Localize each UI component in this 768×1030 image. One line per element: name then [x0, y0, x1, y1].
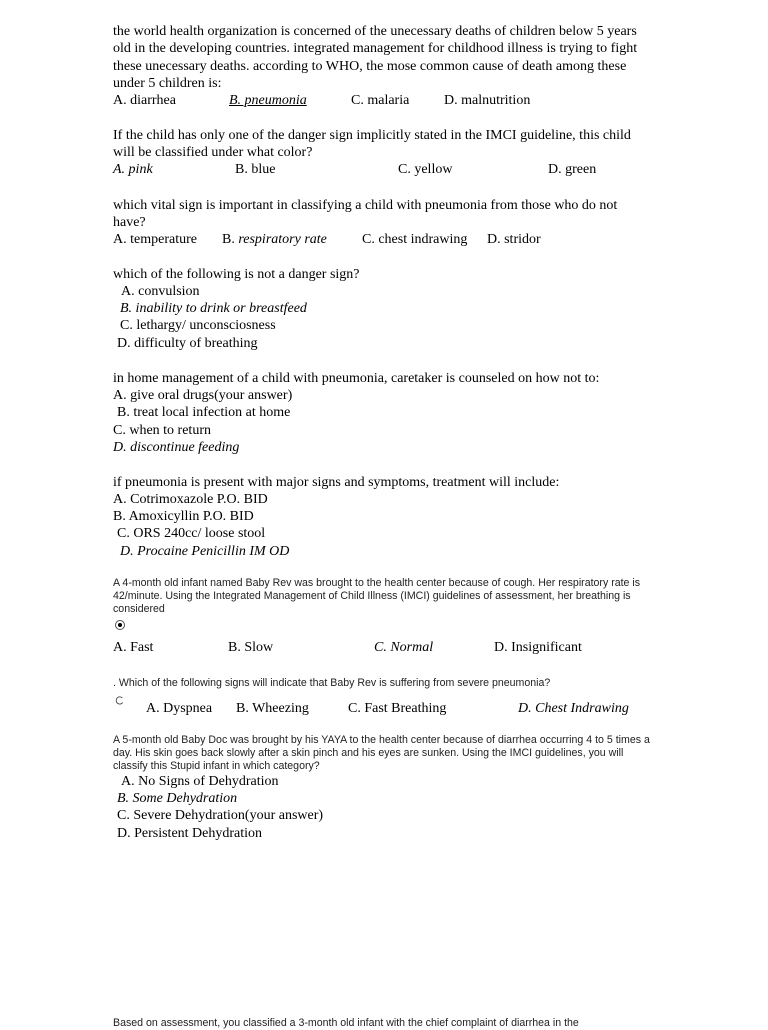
radio-dot-icon — [118, 623, 122, 627]
question-3-stem: which vital sign is important in classifying a child with pneumonia from those who do not have? — [113, 198, 618, 231]
q6-option-a: A. Cotrimoxazole P.O. BID — [113, 492, 268, 507]
question-7-stem: A 4-month old infant named Baby Rev was brought to the health center because of cough. Her respiratory rate is 42/minute. Using the Integrated Management of Child Illness (IMCI) guidelines of assessment, her breathing is considered — [113, 577, 641, 615]
question-8-stem: . Which of the following signs will indicate that Baby Rev is suffering from severe pneumonia? — [113, 677, 551, 689]
q7-option-b: B. Slow — [228, 640, 274, 655]
q3-option-c: C. chest indrawing — [362, 232, 468, 247]
question-2-stem: If the child has only one of the danger sign implicitly stated in the IMCI guideline, this child will be classified under what color? — [113, 128, 631, 161]
q2-option-c: C. yellow — [398, 162, 453, 177]
q7-radio-selected[interactable] — [115, 620, 125, 630]
q3-option-d: D. stridor — [487, 232, 541, 247]
question-1-stem: the world health organization is concerned of the unecessary deaths of children below 5 years old in the developing countries. integrated management for childhood illness is trying to fight these unecessary deaths. according to WHO, the mose common cause of death among these under 5 children is: — [113, 24, 638, 91]
q3-option-b-text: respiratory rate — [238, 232, 327, 247]
q1-option-b: B. pneumonia — [229, 93, 307, 108]
q9-option-a: A. No Signs of Dehydration — [121, 774, 279, 789]
q9-option-d: D. Persistent Dehydration — [117, 826, 263, 841]
q8-option-a: A. Dyspnea — [146, 701, 213, 716]
q6-option-d: D. Procaine Penicillin IM OD — [120, 544, 290, 559]
q4-option-b: B. inability to drink or breastfeed — [120, 301, 307, 316]
question-10-stem: Based on assessment, you classified a 3-month old infant with the chief complaint of diarrhea in the — [113, 1017, 579, 1029]
q2-option-d: D. green — [548, 162, 597, 177]
q5-option-c: C. when to return — [113, 423, 211, 438]
question-6-stem: if pneumonia is present with major signs and symptoms, treatment will include: — [113, 475, 560, 490]
q5-option-d: D. discontinue feeding — [113, 440, 240, 455]
q8-option-b: B. Wheezing — [236, 701, 309, 716]
q2-option-b: B. blue — [235, 162, 276, 177]
q5-option-a: A. give oral drugs(your answer) — [113, 388, 293, 403]
q4-option-d: D. difficulty of breathing — [117, 336, 258, 351]
q1-option-a: A. diarrhea — [113, 93, 176, 108]
q1-option-c: C. malaria — [351, 93, 410, 108]
q8-option-c: C. Fast Breathing — [348, 701, 447, 716]
question-4-stem: which of the following is not a danger sign? — [113, 267, 360, 282]
q3-option-b-letter: B. — [222, 232, 235, 247]
q7-option-d: D. Insignificant — [494, 640, 582, 655]
q6-option-b: B. Amoxicyllin P.O. BID — [113, 509, 254, 524]
q6-option-c: C. ORS 240cc/ loose stool — [117, 526, 266, 541]
q9-option-c: C. Severe Dehydration(your answer) — [117, 808, 324, 823]
q4-option-a: A. convulsion — [121, 284, 200, 299]
q3-option-b — [222, 231, 327, 248]
q8-radio-icon[interactable] — [115, 696, 124, 705]
q7-option-a: A. Fast — [113, 640, 154, 655]
q9-option-b: B. Some Dehydration — [117, 791, 238, 806]
q1-option-d: D. malnutrition — [444, 93, 531, 108]
question-9-stem: A 5-month old Baby Doc was brought by his YAYA to the health center because of diarrhea occurring 4 to 5 times a day. His skin goes back slowly after a skin pinch and his eyes are sunken. Using the IMCI guidelines, you will classify this Stupid infant in which category? — [113, 734, 650, 772]
q8-option-d: D. Chest Indrawing — [518, 701, 629, 716]
q2-option-a: A. pink — [113, 162, 153, 177]
q5-option-b: B. treat local infection at home — [117, 405, 291, 420]
q7-option-c: C. Normal — [374, 640, 434, 655]
question-5-stem: in home management of a child with pneumonia, caretaker is counseled on how not to: — [113, 371, 600, 386]
q4-option-c: C. lethargy/ unconsciosness — [120, 318, 276, 333]
q3-option-a: A. temperature — [113, 232, 197, 247]
